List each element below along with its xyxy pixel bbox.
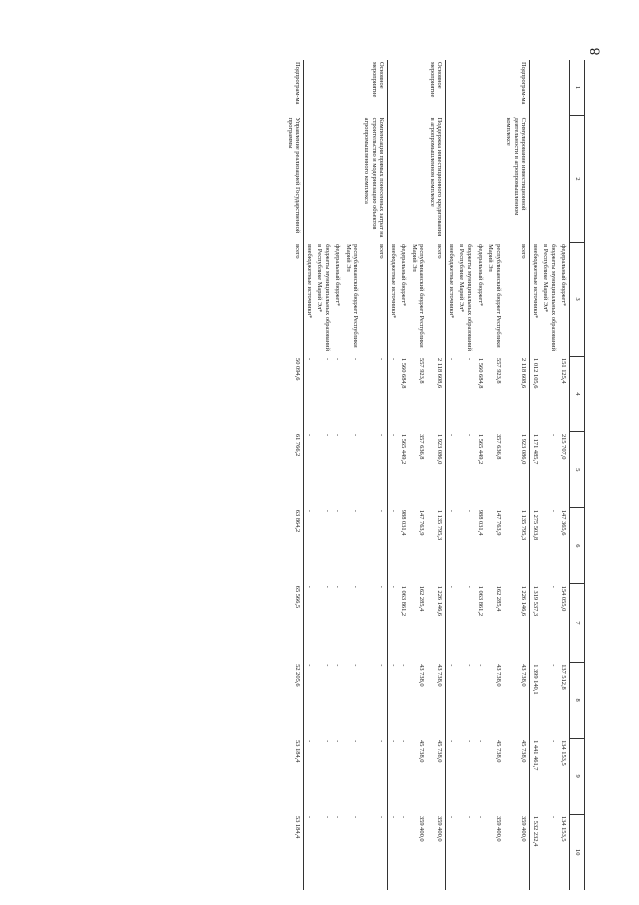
year-value-cell: 1 441 461,7 [531,740,539,771]
year-value-cell: - [476,816,484,819]
year-value-cell: 357 636,8 [418,433,426,460]
budget-table [285,60,585,890]
year-value-cell: 45 738,0 [427,738,446,814]
year-value-cell: 45 738,0 [504,738,530,814]
year-value-cell: - [352,740,360,743]
total-cell: 1 560 684,8 [476,358,484,389]
year-value-cell: 359 400,0 [418,816,426,842]
program-type-cell: Основное мероприятие [427,60,446,116]
funding-source-cell: бюджеты муниципальных образований в Республике Марий Эл* [458,244,473,352]
year-value-cell: 1 923 086,0 [504,432,530,508]
year-value-cell: - [323,740,331,743]
total-cell: 557 923,8 [494,358,502,384]
program-type-cell [475,60,486,116]
year-value-cell: - [361,814,387,890]
year-value-cell: 1 923 086,0 [427,432,446,508]
year-value-cell: 1 063 861,2 [476,585,484,617]
year-value-cell: 359 400,0 [494,816,502,842]
column-number-row [570,60,585,890]
year-value-cell: - [549,816,557,819]
table-row [285,60,304,890]
year-value-cell: - [400,816,408,819]
rotated-table-container [0,60,585,900]
program-type-cell [399,60,410,116]
program-type-cell [409,60,427,116]
table-row [399,60,410,890]
year-value-cell: 137 512,8 [560,664,568,690]
program-type-cell [304,60,315,116]
column-number: 6 [570,508,585,584]
program-type-cell: Подпрограм-ма [285,60,304,116]
year-value-cell: - [389,509,397,512]
year-value-cell: 61 766,2 [285,432,304,508]
year-value-cell: - [323,664,331,667]
year-value-cell: 45 738,0 [418,740,426,763]
year-value-cell: - [305,585,313,588]
year-value-cell: 43 738,0 [418,664,426,687]
program-name-cell: Стимулирование инвестиционной деятельности в агропромышленном комплексе [504,116,530,243]
year-value-cell: 1 135 795,3 [427,508,446,584]
year-value-cell: - [352,664,360,667]
funding-source-cell: всего [427,242,446,356]
program-name-cell [446,116,457,243]
funding-source-cell: внебюджетные источники* [531,244,539,319]
year-value-cell: 1 532 232,4 [531,816,539,847]
year-value-cell: - [361,584,387,662]
total-cell: - [389,358,397,361]
program-type-cell [457,60,475,116]
year-value-cell: 359 400,0 [504,814,530,890]
funding-source-cell: внебюджетные источники* [389,244,397,319]
year-value-cell: 1 063 861,2 [400,585,408,617]
year-value-cell: - [465,585,473,588]
year-value-cell: - [549,664,557,667]
column-number: 9 [570,738,585,814]
year-value-cell: - [389,585,397,588]
year-value-cell: - [334,433,342,437]
year-value-cell: - [447,740,455,743]
year-value-cell: 162 285,4 [418,585,426,612]
year-value-cell: - [465,816,473,819]
year-value-cell: 1 399 140,1 [531,664,539,695]
funding-source-cell: федеральный бюджет* [400,244,408,307]
page-number: 8 [587,47,604,56]
funding-source-cell: республиканский бюджет Республики Марий Эл [410,244,426,348]
total-cell: 1 012 105,6 [531,358,539,389]
program-type-cell [315,60,333,116]
column-number: 2 [570,116,585,243]
funding-source-cell: всего [361,242,387,356]
year-value-cell: - [447,433,455,437]
program-type-cell: Подпрограм-ма [504,60,530,116]
program-type-cell [446,60,457,116]
program-type-cell [559,60,570,116]
funding-source-cell: внебюджетные источники* [447,244,455,319]
year-value-cell: - [389,740,397,743]
year-value-cell: 1 565 449,2 [400,433,408,465]
table-row [446,60,457,890]
program-type-cell [343,60,361,116]
year-value-cell: 215 707,0 [560,433,568,460]
year-value-cell: - [389,816,397,819]
year-value-cell: 53 184,4 [285,738,304,814]
table-row [457,60,475,890]
funding-source-cell: федеральный бюджет* [476,244,484,307]
year-value-cell: - [361,508,387,584]
program-name-cell: Компенсация прямых понесенных затрат на строительство и модернизацию объектов агропромышленного комплекса [361,116,387,243]
table-row [504,60,530,890]
year-value-cell: - [447,664,455,667]
program-name-cell [315,116,333,243]
year-value-cell: - [323,509,331,512]
column-number: 1 [570,60,585,116]
year-value-cell: - [334,664,342,667]
year-value-cell: 162 285,4 [494,585,502,612]
year-value-cell: - [549,433,557,437]
year-value-cell: - [305,740,313,743]
year-value-cell: - [352,509,360,512]
year-value-cell: - [465,433,473,437]
total-cell: - [447,358,455,361]
program-name-cell [457,116,475,243]
column-number: 4 [570,356,585,432]
year-value-cell: - [476,664,484,667]
year-value-cell: - [323,816,331,819]
year-value-cell: 43 738,0 [494,664,502,687]
table-row [530,60,541,890]
program-type-cell [333,60,344,116]
program-type-cell [541,60,559,116]
program-type-cell [486,60,504,116]
year-value-cell: 45 738,0 [494,740,502,763]
program-name-cell: Управление реализацией Государственной программы [285,116,304,243]
column-number: 8 [570,662,585,738]
year-value-cell: - [352,433,360,437]
program-name-cell [530,116,541,243]
program-name-cell [333,116,344,243]
table-row [559,60,570,890]
table-row [409,60,427,890]
year-value-cell: - [389,433,397,437]
year-value-cell: - [305,433,313,437]
table-row [427,60,446,890]
program-name-cell [409,116,427,243]
table-row [361,60,387,890]
year-value-cell: 53 184,4 [285,814,304,890]
year-value-cell: - [305,509,313,512]
program-name-cell [486,116,504,243]
year-value-cell: - [447,816,455,819]
year-value-cell: 1 275 503,8 [531,509,539,541]
funding-source-cell: республиканский бюджет Республики Марий Эл [487,244,502,348]
year-value-cell: 1 171 485,7 [531,433,539,465]
year-value-cell: - [465,509,473,512]
program-name-cell [399,116,410,243]
year-value-cell: 154 055,0 [560,585,568,612]
year-value-cell: 1 226 146,6 [504,584,530,662]
year-value-cell: 134 153,5 [560,816,568,842]
year-value-cell: - [549,509,557,512]
year-value-cell: - [447,509,455,512]
total-cell: 1 560 684,8 [400,358,408,389]
funding-source-cell: федеральный бюджет* [334,244,342,307]
year-value-cell: - [465,740,473,743]
total-cell: - [334,358,342,361]
year-value-cell: - [305,816,313,819]
total-cell [541,356,559,432]
funding-source-cell: внебюджетные источники* [305,244,313,319]
total-cell: 2 118 608,6 [427,356,446,432]
year-value-cell: 1 226 146,6 [427,584,446,662]
program-name-cell [541,116,559,243]
column-number: 7 [570,584,585,662]
year-value-cell: 43 738,0 [504,662,530,738]
year-value-cell: 147 365,6 [560,509,568,536]
program-name-cell: Поддержка инвестиционного кредитования в агропромышленном комплексе [427,116,446,243]
table-row [388,60,399,890]
year-value-cell: - [400,740,408,743]
program-name-cell [304,116,315,243]
total-cell: - [323,358,331,361]
year-value-cell: 43 738,0 [427,662,446,738]
year-value-cell: - [361,432,387,508]
year-value-cell: - [476,740,484,743]
table-row [333,60,344,890]
year-value-cell: 1 319 537,3 [531,585,539,617]
program-name-cell [388,116,399,243]
funding-source-cell: всего [504,242,530,356]
funding-source-cell: бюджеты муниципальных образований в Республике Марий Эл* [542,244,557,352]
funding-source-cell: всего [285,242,304,356]
year-value-cell: 63 864,2 [285,508,304,584]
program-type-cell: Основное мероприятие [361,60,387,116]
total-cell: - [465,358,473,361]
year-value-cell: 359 400,0 [427,814,446,890]
year-value-cell: - [549,740,557,743]
total-cell: 557 923,8 [418,358,426,384]
year-value-cell: 988 031,4 [476,509,484,536]
program-type-cell [388,60,399,116]
year-value-cell: - [323,585,331,588]
year-value-cell: - [352,585,360,588]
year-value-cell: 147 763,9 [418,509,426,536]
column-number: 10 [570,814,585,890]
total-cell: - [352,358,360,361]
funding-source-cell: республиканский бюджет Республики Марий Эл [344,244,360,348]
table-row [541,60,559,890]
table-row [486,60,504,890]
year-value-cell: - [389,664,397,667]
funding-source-cell: бюджеты муниципальных образований в Республике Марий Эл* [316,244,331,352]
year-value-cell: - [549,585,557,588]
year-value-cell: - [323,433,331,437]
year-value-cell: 357 636,8 [494,433,502,460]
program-name-cell [343,116,361,243]
year-value-cell: 147 763,9 [494,509,502,536]
year-value-cell: - [447,585,455,588]
table-row [315,60,333,890]
total-cell: 50 094,6 [285,356,304,432]
table-row [304,60,315,890]
year-value-cell: - [352,816,360,819]
year-value-cell: - [305,664,313,667]
column-number: 5 [570,432,585,508]
year-value-cell: 52 205,6 [285,662,304,738]
column-number: 3 [570,242,585,356]
funding-source-cell: федеральный бюджет* [560,244,568,307]
year-value-cell: - [361,738,387,814]
program-name-cell [475,116,486,243]
year-value-cell: - [334,509,342,512]
year-value-cell: 134 153,5 [560,740,568,766]
year-value-cell: - [361,662,387,738]
year-value-cell: - [334,816,342,819]
program-type-cell [530,60,541,116]
year-value-cell: - [334,740,342,743]
year-value-cell: 65 566,5 [285,584,304,662]
year-value-cell: - [334,585,342,588]
year-value-cell: - [465,664,473,667]
total-cell: 151 125,4 [560,358,568,384]
year-value-cell: - [400,664,408,667]
year-value-cell: 1 135 795,3 [504,508,530,584]
total-cell: - [361,356,387,432]
total-cell: 2 118 608,6 [504,356,530,432]
year-value-cell: 1 565 449,2 [476,433,484,465]
year-value-cell: 988 031,4 [400,509,408,536]
program-name-cell [559,116,570,243]
table-row [343,60,361,890]
table-row [475,60,486,890]
total-cell: - [305,358,313,361]
